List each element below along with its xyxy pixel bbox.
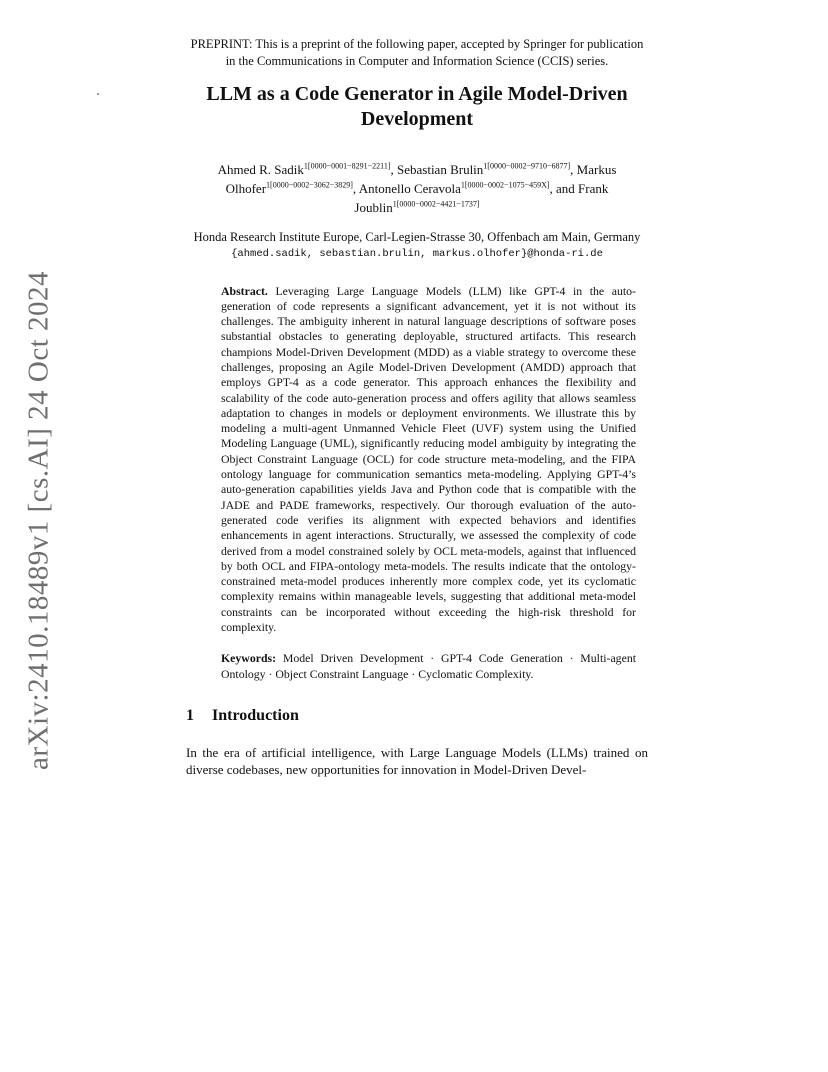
author-affiliation-mark: 1 [266,180,271,190]
section-title: Introduction [212,706,299,724]
author-name: Markus Olhofer [225,162,617,196]
author [218,162,397,177]
author-affiliation-mark: 1 [460,180,465,190]
author-separator: , [570,162,577,177]
author-orcid: [0000−0002−3062−3829] [270,180,353,190]
author-separator: , [352,181,359,196]
author-name: Frank Joublin [354,181,609,215]
title-line-2: Development [360,108,474,130]
stray-dot [97,93,99,95]
author-orcid: [0000−0002−1075−459X] [464,180,550,190]
author [397,162,577,177]
section-heading [186,706,648,726]
author-name: Ahmed R. Sadik [217,162,304,177]
author-orcid: [0000−0002−4421−1737] [396,199,480,209]
keywords-text: Model Driven Development · GPT-4 Code Generation · Multi-agent Ontology · Object Constraint Language · Cyclomatic Complexity. [221,651,636,681]
author-separator: , [390,162,397,177]
section-number: 1 [186,706,194,724]
keywords [221,651,636,682]
abstract-label: Abstract. [221,283,268,298]
author-orcid: [0000−0001−8291−2211] [307,161,391,171]
author-affiliation-mark: 1 [483,161,488,171]
author [359,181,578,196]
author-orcid: [0000−0002−9710−6877] [487,161,571,171]
abstract-text: Leveraging Large Language Models (LLM) like GPT-4 in the auto-generation of code represents a significant advancement, yet it is not without its challenges. The ambiguity inherent in natural language descriptions of software poses substantial obstacles to generating deployable, structured artifacts. This research champions Model-Driven Development (MDD) as a viable strategy to overcome these challenges, proposing an Agile Model-Driven Development (AMDD) approach that employs GPT-4 as a code generator. This approach enhances the flexibility and scalability of the code auto-generation process and offers agility that allows seamless adaptation to changes in models or deployment environments. We illustrate this by modeling a multi-agent Unmanned Vehicle Fleet (UVF) system using the Unified Modeling Language (UML), significantly reducing model ambiguity by integrating the Object Constraint Language (OCL) for code structure meta-modeling, and the FIPA ontology language for communication semantics meta-modeling. Applying GPT-4’s auto-generation capabilities yields Java and Python code that is compatible with the JADE and PADE frameworks, respectively. Our thorough evaluation of the auto-generated code verifies its alignment with expected behaviors and identifies enhancements in agent interactions. Structurally, we assessed the complexity of code derived from a model constrained solely by OCL meta-models, against that influenced by both OCL and FIPA-ontology meta-models. The results indicate that the ontology-constrained meta-model produces inherently more complex code, yet its cyclomatic complexity remains within manageable levels, suggesting that additional meta-model constraints can be incorporated without exceeding the high-risk threshold for complexity. [221,283,636,635]
arxiv-identifier: arXiv:2410.18489v1 [cs.AI] 24 Oct 2024 [22,270,55,770]
author-name: Antonello Ceravola [358,181,461,196]
affiliation: Honda Research Institute Europe, Carl-Legien-Strasse 30, Offenbach am Main, Germany [193,230,641,244]
author-list [186,160,648,217]
keywords-label: Keywords: [221,651,277,666]
abstract [221,284,636,636]
paper-content [186,36,648,779]
preprint-note: PREPRINT: This is a preprint of the following paper, accepted by Springer for publication in the Communications in Computer and Information Science (CCIS) series. [190,37,644,68]
author-emails: {ahmed.sadik, sebastian.brulin, markus.olhofer}@honda-ri.de [231,247,603,260]
author-affiliation-mark: 1 [392,199,397,209]
intro-paragraph: In the era of artificial intelligence, with Large Language Models (LLMs) trained on diverse codebases, new opportunities for innovation in Model-Driven Devel- [186,744,648,778]
author-name: Sebastian Brulin [397,162,484,177]
title-line-1: LLM as a Code Generator in Agile Model-Driven [206,83,628,105]
paper-title [186,82,648,132]
author-affiliation-mark: 1 [303,161,308,171]
author-separator: , and [549,181,579,196]
